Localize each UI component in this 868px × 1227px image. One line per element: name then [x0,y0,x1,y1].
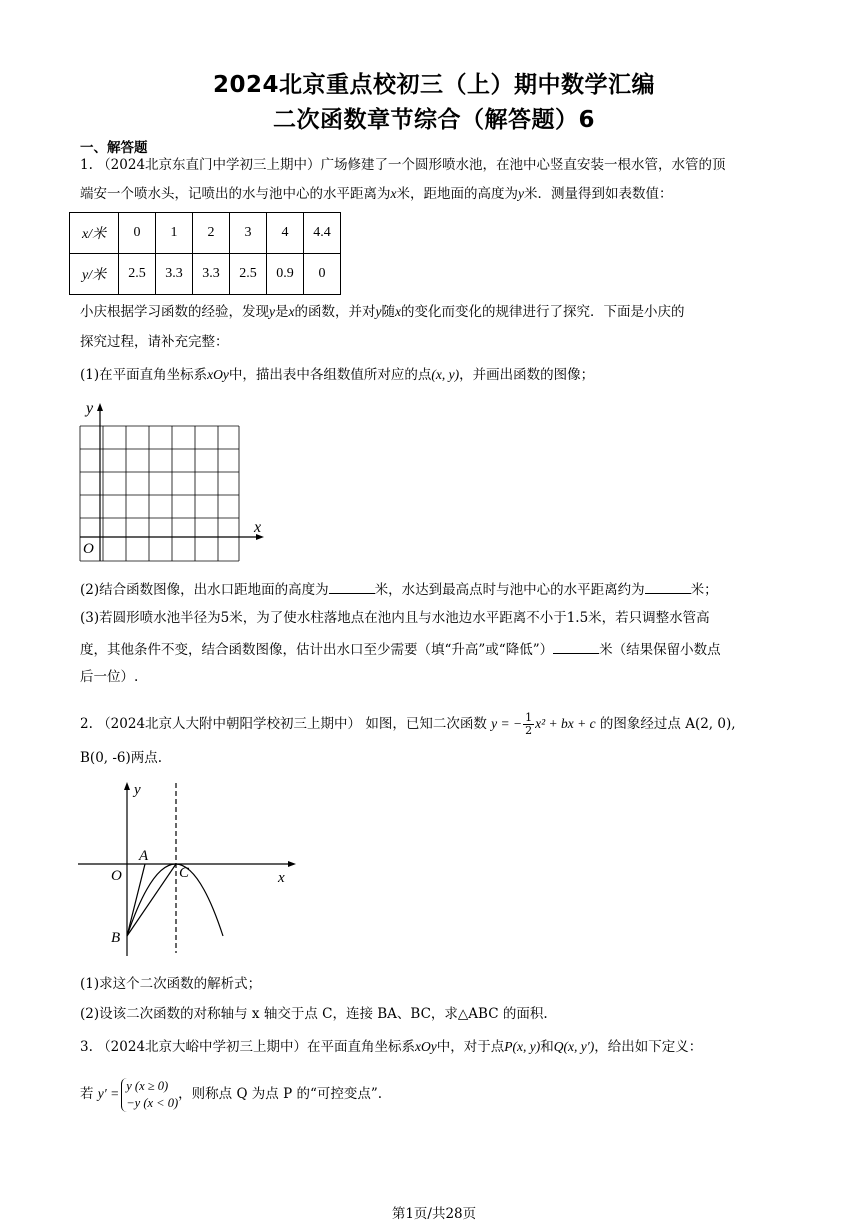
table-cell: 1 [156,213,193,254]
title-line-2: 二次函数章节综合（解答题）6 [272,107,595,133]
q3-definition: 若 y′ = y (x ≥ 0) −y (x < 0) ，则称点 Q 为点 P 的“可控变点”. [80,1078,383,1110]
q1-part-3-line-3: 后一位）. [80,669,139,685]
section-label: 一、解答题 [80,140,148,156]
q1-intro-line-1: 小庆根据学习函数的经验，发现y是x的函数，并对y随x的变化而变化的规律进行了探究．下面是小庆的 [80,304,685,320]
page-footer: 第1页/共28页 [391,1206,477,1222]
y-axis-arrow [97,403,103,411]
table-cell: 3.3 [193,254,230,295]
figure-label-b: B [111,930,121,946]
x-axis-arrow [288,861,296,867]
title-line-1: 2024北京重点校初三（上）期中数学汇编 [212,72,655,98]
figure-label-c: C [179,865,190,881]
table-row-x [70,213,341,254]
data-table [69,212,341,295]
segment-bc [127,864,176,936]
table-cell: 2 [193,213,230,254]
q1-stem-line-2: 端安一个喷水头，记喷出的水与池中心的水平距离为x米，距地面的高度为y米．测量得到如表数值： [80,186,673,202]
q2-part-2: (2)设该二次函数的对称轴与 x 轴交于点 C，连接 BA、BC，求△ABC 的面积. [80,1006,548,1022]
table-cell: 0 [119,213,156,254]
origin-label: O [83,541,94,557]
piecewise-brace: y (x ≥ 0) −y (x < 0) [121,1078,178,1112]
segment-ba [127,864,145,936]
y-axis-arrow [124,782,130,790]
q1-part-3-line-1: (3)若圆形喷水池半径为5米，为了使水柱落地点在池内且与水池边水平距离不小于1.5米，若只调整水管高 [80,610,710,626]
table-cell: 0.9 [267,254,304,295]
q1-part-1: (1)在平面直角坐标系xOy中，描出表中各组数值所对应的点(x, y)，并画出函数的图像； [80,367,595,383]
fraction: $\frac{1}{2}$ [525,711,533,737]
figure-label-y: y [134,782,141,798]
table-cell: 3 [230,213,267,254]
answer-blank[interactable] [329,579,375,594]
axis-label-x: x [254,519,262,536]
figure-label-x: x [278,870,285,886]
parabola-curve [127,864,223,936]
parabola-figure [78,778,308,958]
coordinate-grid [70,395,270,565]
figure-label-a: A [139,848,149,864]
answer-blank[interactable] [553,639,599,654]
table-row-y [70,254,341,295]
table-cell: 0 [304,254,341,295]
table-header-y: y/米 [70,254,119,295]
table-cell: 2.5 [230,254,267,295]
table-cell: 2.5 [119,254,156,295]
q1-stem-line-1: 1. （2024北京东直门中学初三上期中）广场修建了一个圆形喷水池，在池中心竖直安装一根水管，水管的顶 [80,157,726,173]
q2-stem-line-1: 2. （2024北京人大附中朝阳学校初三上期中） 如图，已知二次函数 y = − $\frac{1}{2}$ x² + bx + c 的图象经过点 A(2, 0), [80,711,736,737]
table-cell: 3.3 [156,254,193,295]
table-cell: 4.4 [304,213,341,254]
figure-label-o: O [111,868,122,884]
q2-part-1: (1)求这个二次函数的解析式； [80,976,262,992]
q1-intro-line-2: 探究过程，请补充完整： [80,334,229,350]
q1-part-3-line-2: 度，其他条件不变，结合函数图像，估计出水口至少需要（填“升高”或“降低”） 米（结果保留小数点 [80,639,721,659]
answer-blank[interactable] [645,579,691,594]
q3-stem: 3. （2024北京大峪中学初三上期中）在平面直角坐标系xOy中，对于点P(x, y)和Q(x, y′)，给出如下定义： [80,1039,703,1055]
axis-label-y: y [86,400,94,417]
table-header-x: x/米 [70,213,119,254]
table-cell: 4 [267,213,304,254]
q2-stem-line-2: B(0, -6)两点. [80,750,163,766]
q1-part-2: (2)结合函数图像，出水口距地面的高度为 米，水达到最高点时与池中心的水平距离约为 米； [80,579,718,599]
